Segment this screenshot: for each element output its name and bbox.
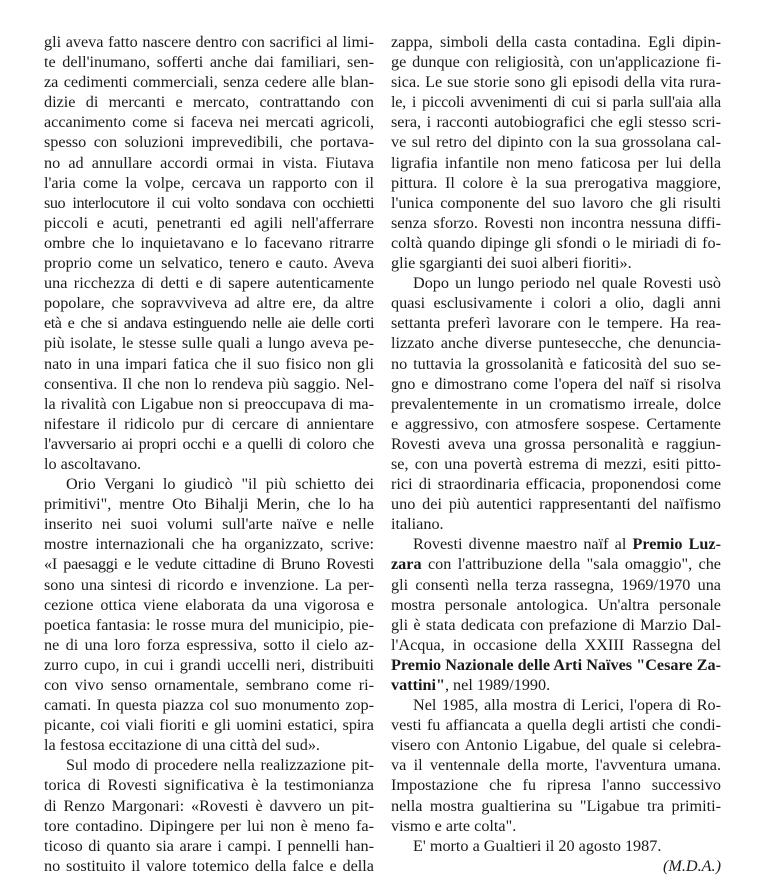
text-line [44, 293, 374, 313]
text-line [44, 474, 374, 494]
line-text: senza sforzo. Rovesti non incontra nessuna diffi- [391, 213, 721, 232]
text-line [44, 354, 374, 374]
line-text: lizzato anche diverse puntesecche, che denuncia- [391, 334, 721, 353]
text-line [44, 394, 374, 414]
line-text: l'aria come la volpe, cercava un rapporto con il [44, 173, 374, 192]
text-line [391, 92, 721, 112]
line-text: proprio come un selvatico, tenero e cauto. Aveva [44, 254, 374, 273]
line-text: «I paesaggi e le vedute cittadine di Bruno Rovesti [44, 555, 374, 574]
line-text: mostre internazionali che ha organizzato, scrive: [44, 535, 374, 554]
text-line [391, 695, 721, 715]
line-text: E' morto a Gualtieri il 20 agosto 1987. [413, 836, 662, 855]
line-text: dizie di mercanti e mercato, contrattando con [44, 93, 374, 112]
line-text: Nel 1985, alla mostra di Lerici, l'opera di Ro- [413, 696, 721, 715]
line-text: inserito nei suoi volumi sull'arte naïve e nelle [44, 515, 374, 534]
text-line [44, 816, 374, 836]
text-line [391, 354, 721, 374]
line-text: primitivi", mentre Oto Bihalji Merin, che lo ha [44, 495, 374, 514]
line-text: consentiva. Il che non lo rendeva più saggio. Nel- [44, 374, 374, 393]
line-text: vismo e arte colta". [391, 816, 517, 835]
line-text: mostra personale antologica. Un'altra personale [391, 595, 721, 614]
line-text: coltà quando dipinge gli sfondi o le miriadi di fo- [391, 233, 721, 252]
text-line [391, 72, 721, 92]
text-line [44, 695, 374, 715]
text-line [391, 735, 721, 755]
line-text: picante, coi viali fioriti e gli uomini estatici, spira [44, 716, 374, 735]
text-line [44, 313, 374, 333]
text-line [391, 615, 721, 635]
line-text: nella mostra gualtierina su "Ligabue tra primiti- [391, 796, 721, 815]
text-line [391, 374, 721, 394]
line-text: più isolate, le stesse sulle quali a lungo aveva pe- [44, 334, 374, 353]
line-text: età e che si andava estinguendo nelle aie delle corti [44, 314, 374, 333]
text-line [44, 655, 374, 675]
text-line [391, 635, 721, 655]
text-line [391, 414, 721, 434]
line-text: vesti fu affiancata a quella degli artisti che condi- [391, 716, 721, 735]
text-line [391, 173, 721, 193]
text-line [44, 615, 374, 635]
text-line [391, 253, 721, 273]
line-text: le, i piccoli avvenimenti di cui si parla sull'aia alla [391, 93, 721, 112]
text-line [391, 112, 721, 132]
text-line [391, 273, 721, 293]
line-text: spesso con soluzioni imprevedibili, che portava- [44, 133, 374, 152]
line-text: no sostituito il valore totemico della falce e della [44, 856, 374, 875]
text-line [391, 333, 721, 353]
line-text: una ricchezza di detti e di sapere autenticamente [44, 274, 374, 293]
line-text: zappa, simboli della casta contadina. Egli dipin- [391, 33, 721, 51]
text-line [44, 132, 374, 152]
text-line [44, 92, 374, 112]
text-line [391, 816, 721, 836]
line-text: con l'attribuzione della "sala omaggio", che [421, 555, 721, 574]
text-line [44, 735, 374, 755]
line-text: se, con una povertà estrema di mezzi, esiti pitto- [391, 454, 721, 473]
line-text: nato in una impari fatica che il suo fisico non gli [44, 354, 374, 373]
text-line [391, 293, 721, 313]
line-text: l'Acqua, in occasione della XXIII Rassegna del [391, 635, 721, 654]
line-text: piccoli e acuti, penetranti ed agili nell'afferrare [44, 213, 374, 232]
text-line [44, 534, 374, 554]
line-text: tore contadino. Dipingere per lui non è meno fa- [44, 816, 374, 835]
line-text: rici di straordinaria efficacia, proponendosi come [391, 475, 721, 494]
line-text: Dopo un lungo periodo nel quale Rovesti usò [413, 274, 721, 293]
line-text: con vivo senso ornamentale, sembrano come ri- [44, 676, 374, 694]
text-line [391, 655, 721, 675]
line-text: torica di Rovesti significativa è la testimonianza [44, 776, 374, 795]
text-line [391, 836, 721, 856]
text-line [44, 635, 374, 655]
text-line [391, 494, 721, 514]
text-line [44, 173, 374, 193]
text-line [391, 213, 721, 233]
text-line [391, 32, 721, 52]
text-line [391, 575, 721, 595]
text-line [391, 153, 721, 173]
text-line [391, 856, 721, 876]
text-line [391, 595, 721, 615]
line-text: te dell'inumano, sofferti anche dai familiari, sen- [44, 53, 374, 72]
line-text: la festosa eccitazione di una città del sud». [44, 736, 320, 755]
text-line [44, 675, 374, 695]
text-line [391, 233, 721, 253]
line-text: sera, i racconti autobiografici che egli stesso scri- [391, 113, 721, 132]
line-text: gli è stata dedicata con prefazione di Marzio Dal- [391, 615, 721, 634]
text-line [44, 273, 374, 293]
line-text: nifestare il ridicolo pur di cercare di annientare [44, 414, 374, 433]
bold-text: zara [391, 555, 422, 574]
line-text: Sul modo di procedere nella realizzazione pit- [66, 756, 374, 775]
text-line [44, 112, 374, 132]
line-text: italiano. [391, 515, 444, 534]
text-line [44, 494, 374, 514]
line-text: poetica fantasia: le rosse mura del municipio, pie- [44, 615, 374, 634]
line-text: Rovesti divenne maestro naïf al [413, 535, 633, 554]
line-text: popolare, che sopravviveva ad altre ere, da altre [44, 294, 374, 313]
text-line [391, 675, 721, 695]
line-text: sono una sintesi di ricordo e invenzione. La per- [44, 575, 374, 594]
text-line [44, 153, 374, 173]
text-line [44, 233, 374, 253]
text-line [44, 775, 374, 795]
line-text: l'avversario ai propri occhi e a quelli di coloro che [44, 434, 374, 453]
line-text: prevalentemente in un cromatismo irreale, dolce [391, 394, 721, 413]
text-line [44, 796, 374, 816]
line-text: e aggressivo, con atmosfere sospese. Certamente [391, 414, 721, 433]
text-line [44, 514, 374, 534]
line-text: lo ascoltavano. [44, 454, 142, 473]
text-line [44, 715, 374, 735]
text-line [391, 394, 721, 414]
line-text: no ad annullare accordi ormai in vista. Fiutava [44, 153, 374, 172]
text-line [391, 796, 721, 816]
line-text: gli aveva fatto nascere dentro con sacrifici al limi- [44, 33, 374, 51]
line-text: camati. In questa piazza col suo monumento zop- [44, 696, 374, 715]
line-text: va il ventennale della morte, l'avventura umana. [391, 756, 721, 775]
line-text: la rivalità con Ligabue non si preoccupava di ma- [44, 394, 374, 413]
text-line [44, 454, 374, 474]
line-text: ne di una loro forza espressiva, sotto il cielo az- [44, 635, 374, 654]
bold-text: Premio Nazionale delle Arti Naïves "Cesare Za- [391, 655, 721, 674]
line-text: ticoso di quanto sia arare i campi. I pennelli han- [44, 836, 374, 855]
text-line [391, 132, 721, 152]
line-text: settanta preferì lavorare con le tempere. Ha rea- [391, 314, 721, 333]
text-line [391, 52, 721, 72]
text-line [44, 374, 374, 394]
text-line [44, 333, 374, 353]
text-line [44, 575, 374, 595]
text-line [391, 755, 721, 775]
text-line [44, 52, 374, 72]
text-line [44, 72, 374, 92]
line-text: no tuttavia la grossolanità e faticosità del suo se- [391, 354, 721, 373]
line-text: quasi esclusivamente i colori a olio, dagli anni [391, 294, 721, 313]
text-line [391, 474, 721, 494]
line-text: ligrafia infantile non meno faticosa per lui della [391, 153, 721, 172]
line-text: accanimento come si faceva nei mercati agricoli, [44, 113, 374, 132]
text-line [391, 434, 721, 454]
line-text: cezione ottica viene elaborata da una vigorosa e [44, 595, 374, 614]
text-line [391, 313, 721, 333]
line-text: visero con Antonio Ligabue, del quale si celebra- [391, 736, 721, 755]
line-text: sica. Le sue storie sono gli episodi della vita rura- [391, 73, 721, 92]
text-line [44, 755, 374, 775]
line-text: suo interlocutore il cui volto sondava con occhietti [44, 193, 374, 212]
text-line [391, 534, 721, 554]
text-line [44, 253, 374, 273]
text-line [391, 514, 721, 534]
line-text: di Renzo Margonari: «Rovesti è davvero un pit- [44, 796, 374, 815]
text-line [391, 715, 721, 735]
text-line [44, 193, 374, 213]
line-text: Orio Vergani lo giudicò "il più schietto dei [66, 475, 374, 494]
bold-text: vattini" [391, 676, 445, 694]
text-line [391, 554, 721, 574]
line-text: Impostazione che fu ripresa l'anno successivo [391, 776, 721, 795]
line-text: gno e dimostrano come l'opera del naïf si risolva [391, 374, 721, 393]
line-text: Rovesti aveva una grossa personalità e raggiun- [391, 434, 721, 453]
text-line [44, 856, 374, 876]
text-line [391, 454, 721, 474]
bold-text: Premio Luz- [632, 535, 721, 554]
line-text: ombre che lo inquietavano e lo facevano ritrarre [44, 233, 374, 252]
text-line [44, 213, 374, 233]
line-text: zurro cupo, in cui i grandi uccelli neri, distribuiti [44, 655, 374, 674]
line-text: , nel 1989/1990. [444, 676, 551, 694]
line-text: ge dunque con religiosità, con un'applicazione fi- [391, 53, 721, 72]
line-text: uno dei più autentici rappresentanti del naïfismo [391, 495, 721, 514]
text-line [44, 836, 374, 856]
text-column-left [44, 32, 374, 876]
line-text: ve sul retro del dipinto con la sua grossolana cal- [391, 133, 721, 152]
text-line [44, 554, 374, 574]
line-text: pittura. Il colore è la sua prerogativa maggiore, [391, 173, 721, 192]
text-line [391, 775, 721, 795]
line-text: glie sgargianti dei suoi alberi fioriti». [391, 254, 632, 273]
line-text: za cedimenti commerciali, senza cedere alle blan- [44, 73, 374, 92]
line-text: gli consentì nella terza rassegna, 1969/1970 una [391, 575, 721, 594]
line-text: (M.D.A.) [663, 856, 721, 875]
text-column-right [391, 32, 721, 876]
line-text: l'unica componente del suo lavoro che gli risulti [391, 193, 721, 212]
text-line [44, 414, 374, 434]
text-line [44, 32, 374, 52]
text-line [391, 193, 721, 213]
text-line [44, 595, 374, 615]
text-line [44, 434, 374, 454]
